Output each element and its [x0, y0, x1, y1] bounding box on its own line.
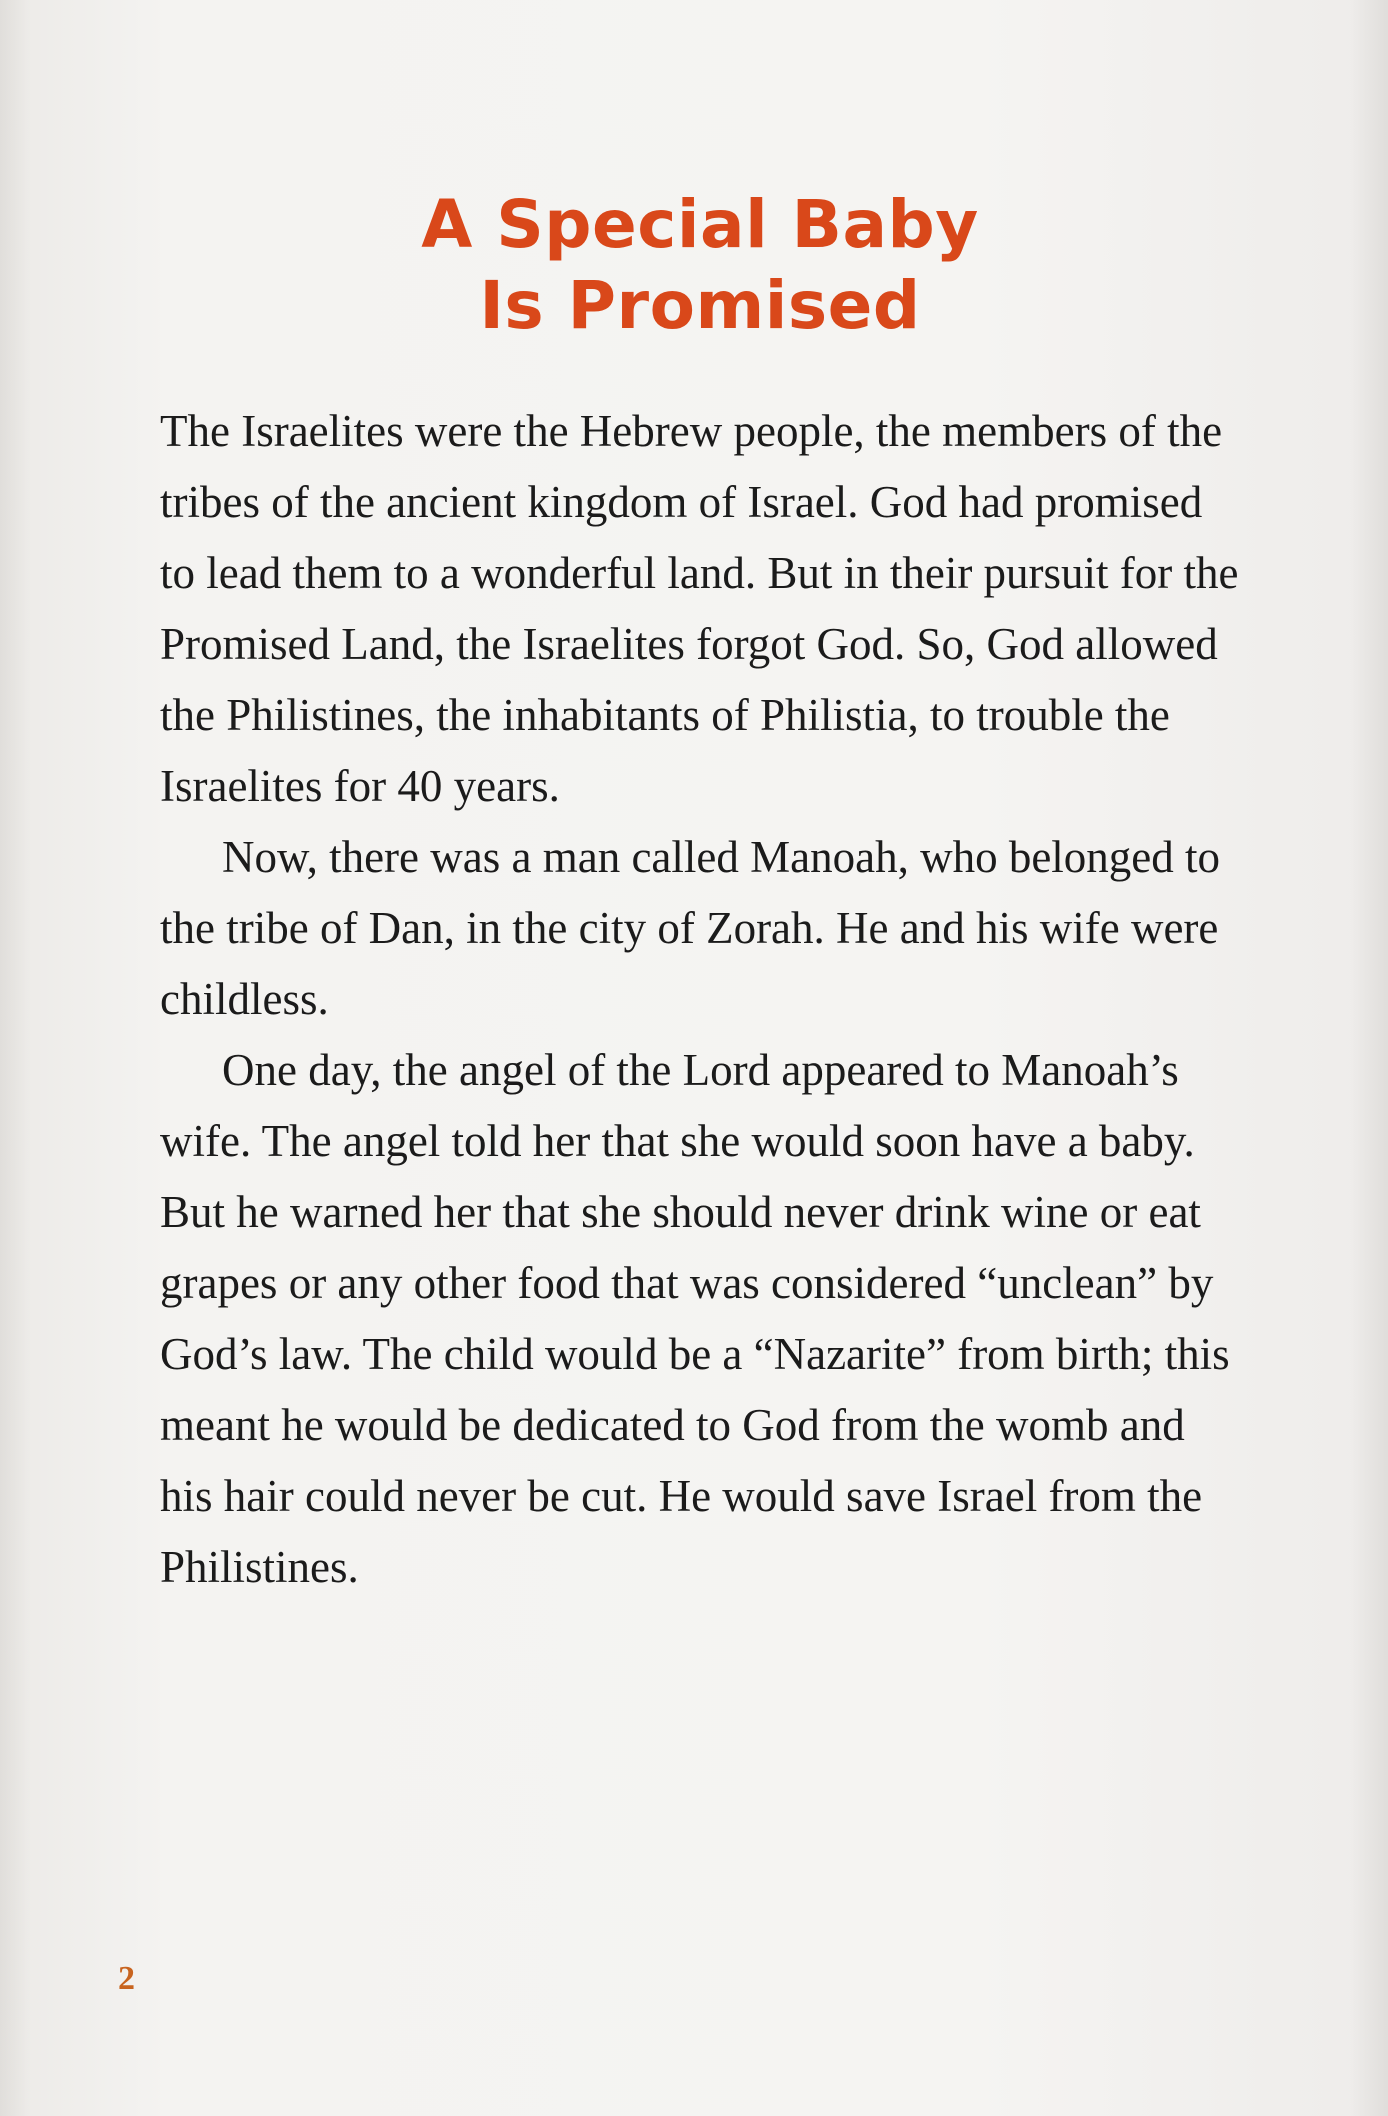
page-edge-shadow: [0, 0, 30, 2116]
body-text: [160, 346, 1240, 1603]
chapter-title-line-1: A Special Baby: [421, 186, 979, 263]
chapter-title-line-2: Is Promised: [479, 266, 921, 344]
page-spine-shadow: [1350, 0, 1388, 2116]
paragraph-3: One day, the angel of the Lord appeared to Manoah’s wife. The angel told her that she would soon have a baby. But he warned her that she should never drink wine or eat grapes or any other food that was considered “unclean” by God’s law. The child would be a “Nazarite” from birth; this meant he would be dedicated to God from the womb and his hair could never be cut. He would save Israel from the Philistines.: [160, 1045, 1230, 1593]
page-content: [160, 0, 1240, 2116]
chapter-title: [160, 0, 1240, 346]
paragraph-1: The Israelites were the Hebrew people, the members of the tribes of the ancient kingdom of Israel. God had promised to lead them to a wonderful land. But in their pursuit for the Promised Land, the Israelites forgot God. So, God allowed the Philistines, the inhabitants of Philistia, to trouble the Israelites for 40 years.: [160, 406, 1239, 812]
page-number: 2: [118, 1960, 135, 1997]
paragraph-2: Now, there was a man called Manoah, who belonged to the tribe of Dan, in the city of Zorah. He and his wife were childless.: [160, 832, 1221, 1025]
